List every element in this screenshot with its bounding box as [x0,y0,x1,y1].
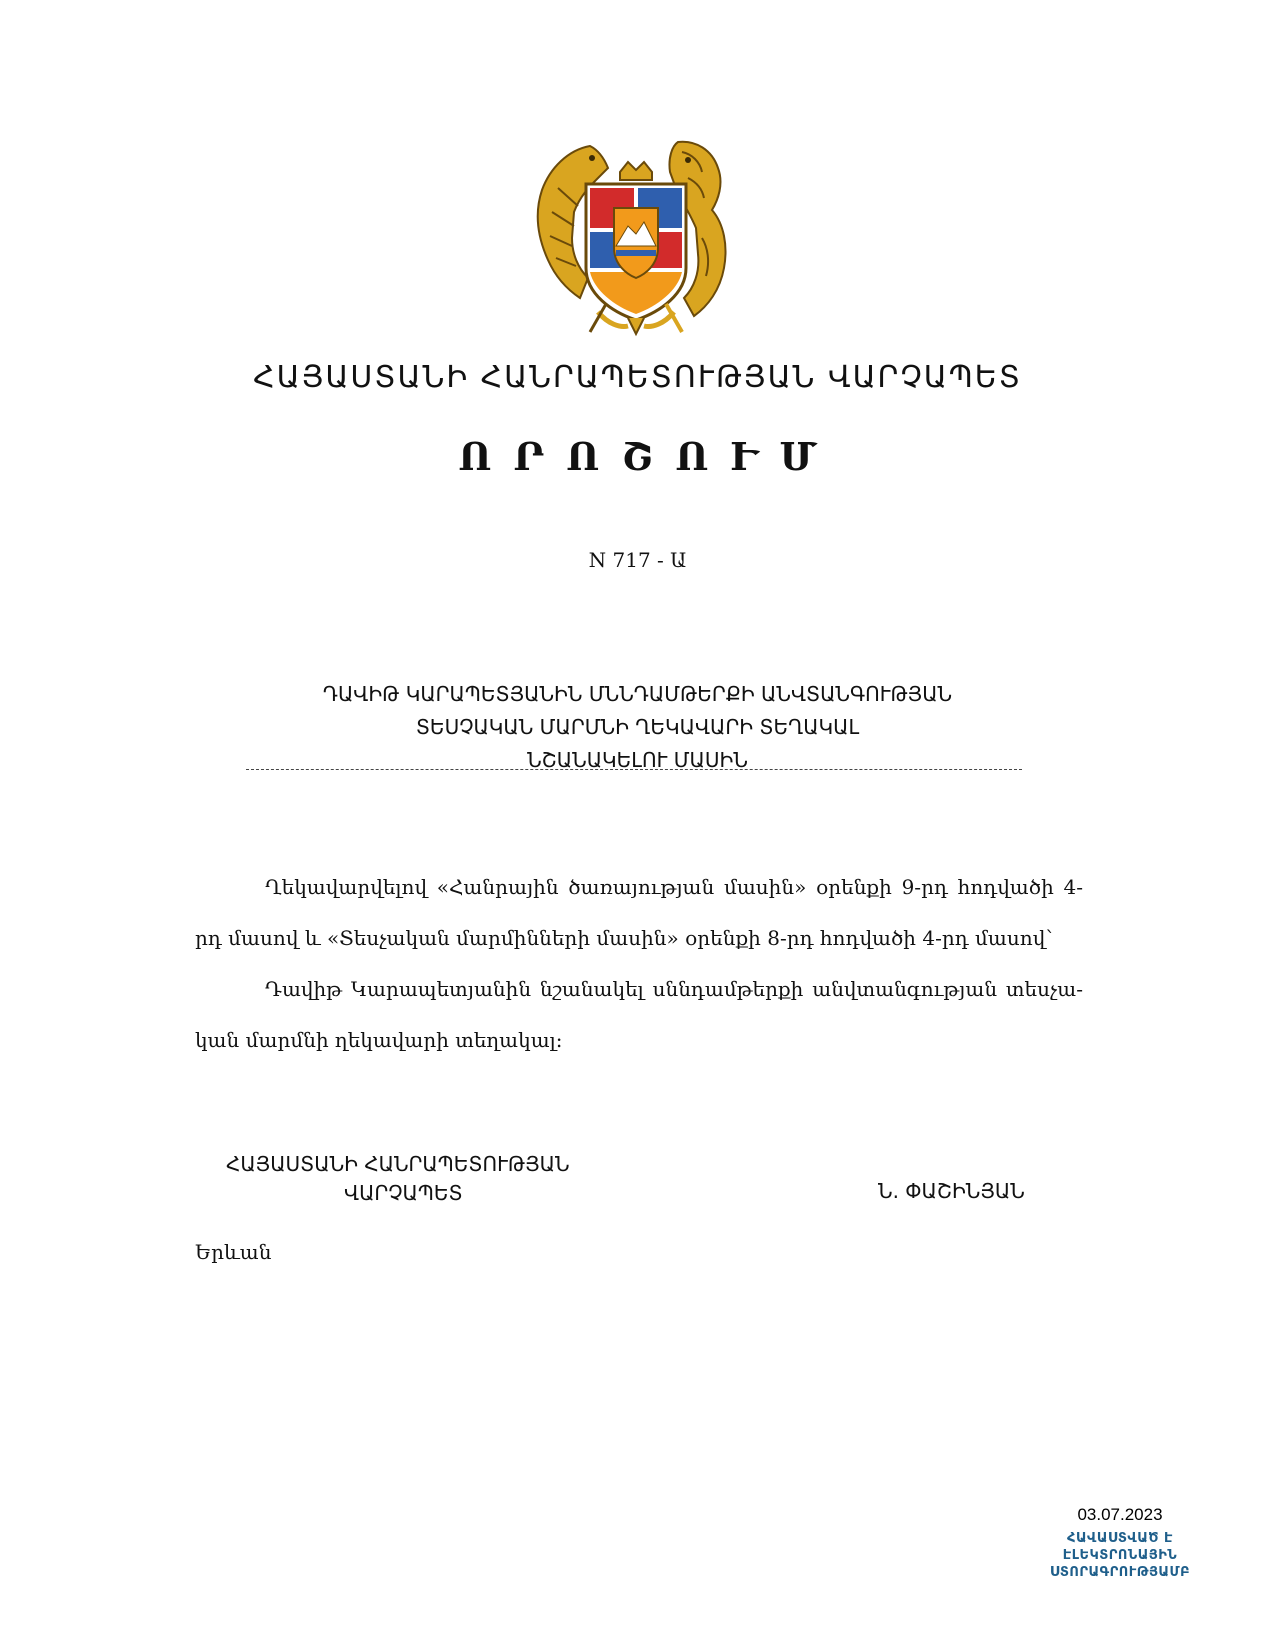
stamp-line: ՀԱՎԱՍՏՎԱԾ Է [1066,1531,1174,1546]
body-paragraph: Ղեկավարվելով «Հանրային ծառայության մասին» օրենքի 9-րդ հոդվածի 4-րդ մասով և «Տեսչական մարմինների մասին» օրենքի 8-րդ հոդվածի 4-րդ մասով՝ [195,875,1083,950]
decision-subject [0,678,1275,777]
government-title: ՀԱՅԱՍՏԱՆԻ ՀԱՆՐԱՊԵՏՈՒԹՅԱՆ ՎԱՐՉԱՊԵՏ [253,360,1022,395]
electronic-signature-stamp [1020,1530,1220,1581]
subject-line: ՆՇԱՆԱԿԵԼՈՒ ՄԱՍԻՆ [527,748,748,772]
decision-body [195,862,1083,1066]
stamp-line: ՍՏՈՐԱԳՐՈՒԹՅԱՄԲ [1049,1565,1191,1580]
signatory-position-line: ՀԱՅԱՍՏԱՆԻ ՀԱՆՐԱՊԵՏՈՒԹՅԱՆ [226,1152,570,1176]
signatory-position-line: ՎԱՐՉԱՊԵՏ [344,1181,463,1205]
stamp-date: 03.07.2023 [1077,1505,1163,1524]
decision-title: ՈՐՈՇՈՒՄ [458,434,839,479]
signatory-name: Ն. ՓԱՇԻՆՅԱՆ [878,1179,1025,1203]
subject-line: ՏԵՍՉԱԿԱՆ ՄԱՐՄՆԻ ՂԵԿԱՎԱՐԻ ՏԵՂԱԿԱԼ [415,715,860,739]
subject-line: ԴԱՎԻԹ ԿԱՐԱՊԵՏՅԱՆԻՆ ՄՆՆԴԱՄԹԵՐՔԻ ԱՆՎՏԱՆԳՈՒԹՅԱՆ [322,682,953,706]
dashed-divider [246,769,1022,770]
issue-city: Երևան [195,1240,272,1264]
coat-of-arms-emblem [528,128,744,338]
body-paragraph: Դավիթ Կարապետյանին նշանակել սննդամթերքի անվտանգության տեսչա-կան մարմնի ղեկավարի տեղակալ։ [195,977,1083,1052]
stamp-line: ԷԼԵԿՏՐՈՆԱՅԻՆ [1062,1548,1178,1563]
decision-number: N 717 - Ա [588,548,687,572]
signatory-position [226,1150,570,1208]
